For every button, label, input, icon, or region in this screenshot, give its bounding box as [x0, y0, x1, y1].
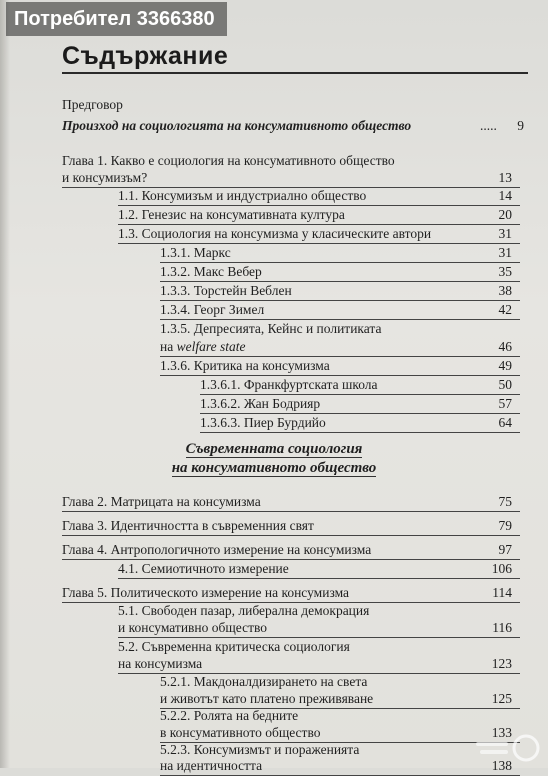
- toc-entry-5-2-3: 5.2.3. Консумизмът и пораженията: [160, 742, 360, 757]
- toc-entry-1-3-6: 1.3.6. Критика на консумизма: [160, 358, 520, 376]
- toc-entry-chapter-2: Глава 2. Матрицата на консумизма: [62, 494, 520, 512]
- page-number: 9: [517, 118, 524, 133]
- page-number: 138: [491, 758, 512, 773]
- page-number: 75: [498, 494, 512, 509]
- toc-entry-chapter-5: Глава 5. Политическото измерение на консумизма: [62, 585, 520, 603]
- page-number: 35: [498, 264, 512, 279]
- page-number: 38: [498, 283, 512, 298]
- toc-entry-chapter-1: Глава 1. Какво е социология на консумативното общество: [62, 153, 395, 168]
- toc-entry-1-3-1: 1.3.1. Маркс: [160, 245, 520, 263]
- page-number: 106: [491, 561, 512, 576]
- toc-entry-1-3-6-1: 1.3.6.1. Франкфуртската школа: [200, 377, 520, 395]
- toc-entry-1-3-4: 1.3.4. Георг Зимел: [160, 302, 520, 320]
- page-number: 20: [498, 207, 512, 222]
- page-number: 31: [498, 245, 512, 260]
- toc-entry-1-3: 1.3. Социология на консумизма у класическите автори: [118, 226, 520, 244]
- page-title: Съдържание: [62, 42, 229, 70]
- toc-entry-4-1: 4.1. Семиотичното измерение: [118, 561, 520, 579]
- foreword-heading: Предговор: [62, 97, 123, 112]
- page-number: 50: [498, 377, 512, 392]
- page-number: 133: [491, 725, 512, 740]
- toc-entry-chapter-4: Глава 4. Антропологичното измерение на консумизма: [62, 542, 520, 560]
- page-number: 97: [498, 542, 512, 557]
- page-number: 114: [492, 585, 512, 600]
- page-number: 42: [498, 302, 512, 317]
- title-rule: [62, 72, 528, 74]
- logo-icon: [474, 730, 542, 764]
- toc-entry-5-2-1: 5.2.1. Макдоналдизирането на света: [160, 674, 368, 689]
- page-edge-shadow: [0, 0, 10, 768]
- section-heading: [0, 440, 548, 458]
- toc-entry-5-2-1-cont: и животът като платено преживяване: [160, 691, 520, 709]
- toc-entry-1-2: 1.2. Генезис на консумативната култура: [118, 207, 520, 225]
- page-number: 31: [498, 226, 512, 241]
- toc-entry-origin: Произход на социологията на консумативното общество: [62, 118, 412, 133]
- toc-dots: .....: [480, 118, 497, 133]
- toc-entry-chapter-3: Глава 3. Идентичността в съвременния свят: [62, 518, 520, 536]
- page-number: 57: [498, 396, 512, 411]
- toc-text: на: [160, 339, 177, 354]
- toc-entry-5-2-cont: на консумизма: [118, 656, 520, 674]
- toc-entry-5-2-3-cont: на идентичността: [160, 758, 520, 776]
- toc-entry-1-1: 1.1. Консумизъм и индустриално общество: [118, 188, 520, 206]
- toc-entry-1-3-5-cont: [160, 339, 520, 357]
- page-number: 46: [498, 339, 512, 354]
- site-logo-watermark: [474, 730, 542, 764]
- toc-entry-chapter-1-cont: и консумизъм?: [62, 170, 520, 188]
- section-heading-line-2: на консумативното общество: [171, 460, 377, 476]
- toc-entry-1-3-6-3: 1.3.6.3. Пиер Бурдийо: [200, 415, 520, 433]
- toc-entry-1-3-5: 1.3.5. Депресията, Кейнс и политиката: [160, 321, 382, 336]
- section-heading-cont: [0, 459, 548, 477]
- toc-entry-1-3-3: 1.3.3. Торстейн Веблен: [160, 283, 520, 301]
- toc-entry-5-2-2-cont: в консумативното общество: [160, 725, 520, 743]
- user-watermark: Потребител 3366380: [6, 2, 227, 36]
- toc-entry-1-3-2: 1.3.2. Макс Вебер: [160, 264, 520, 282]
- page-number: 123: [491, 656, 512, 671]
- page-number: 64: [498, 415, 512, 430]
- page-number: 79: [498, 518, 512, 533]
- toc-entry-1-3-6-2: 1.3.6.2. Жан Бодрияр: [200, 396, 520, 414]
- page-number: 125: [491, 691, 512, 706]
- page-number: 116: [492, 620, 512, 635]
- toc-text-italic: welfare state: [176, 339, 246, 354]
- toc-entry-5-2-2: 5.2.2. Ролята на бедните: [160, 708, 299, 723]
- toc-entry-5-1-cont: и консумативно общество: [118, 620, 520, 638]
- page-number: 13: [498, 170, 512, 185]
- page-number: 49: [498, 358, 512, 373]
- page-number: 14: [498, 188, 512, 203]
- toc-entry-5-1: 5.1. Свободен пазар, либерална демокрация: [118, 603, 370, 618]
- section-heading-line-1: Съвременната социология: [185, 441, 363, 457]
- toc-entry-5-2: 5.2. Съвременна критическа социология: [118, 639, 350, 654]
